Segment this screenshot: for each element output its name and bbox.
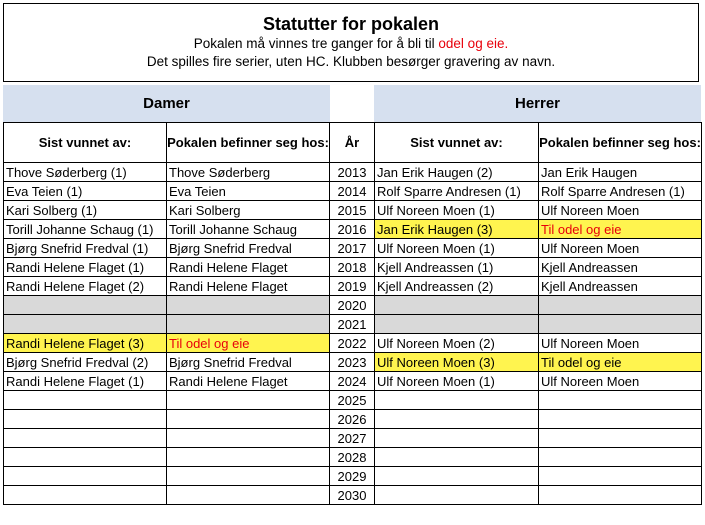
year-cell: 2013 bbox=[330, 163, 375, 182]
table-row bbox=[4, 353, 702, 372]
section-header-herrer: Herrer bbox=[374, 85, 701, 122]
damer-won-cell bbox=[4, 315, 167, 334]
damer-won-cell bbox=[4, 467, 167, 486]
herrer-won-cell bbox=[375, 410, 539, 429]
herrer-holder-cell: Ulf Noreen Moen bbox=[539, 372, 702, 391]
table-row bbox=[4, 220, 702, 239]
col-header-herrer-holder: Pokalen befinner seg hos: bbox=[539, 123, 702, 163]
herrer-won-cell bbox=[375, 429, 539, 448]
year-cell: 2028 bbox=[330, 448, 375, 467]
year-cell: 2025 bbox=[330, 391, 375, 410]
table-row bbox=[4, 296, 702, 315]
table-row bbox=[4, 429, 702, 448]
table-row bbox=[4, 391, 702, 410]
damer-won-cell bbox=[4, 429, 167, 448]
damer-won-cell: Randi Helene Flaget (2) bbox=[4, 277, 167, 296]
table-row bbox=[4, 315, 702, 334]
herrer-holder-cell: Ulf Noreen Moen bbox=[539, 201, 702, 220]
col-header-herrer-won: Sist vunnet av: bbox=[375, 123, 539, 163]
table-row bbox=[4, 410, 702, 429]
herrer-holder-cell: Kjell Andreassen bbox=[539, 258, 702, 277]
herrer-won-cell bbox=[375, 315, 539, 334]
trophy-table bbox=[3, 122, 702, 505]
herrer-holder-cell bbox=[539, 448, 702, 467]
table-row bbox=[4, 486, 702, 505]
year-cell: 2019 bbox=[330, 277, 375, 296]
damer-holder-cell: Bjørg Snefrid Fredval bbox=[167, 239, 330, 258]
herrer-won-cell bbox=[375, 486, 539, 505]
col-header-damer-holder: Pokalen befinner seg hos: bbox=[167, 123, 330, 163]
herrer-won-cell: Ulf Noreen Moen (1) bbox=[375, 201, 539, 220]
damer-won-cell: Eva Teien (1) bbox=[4, 182, 167, 201]
col-header-damer-won: Sist vunnet av: bbox=[4, 123, 167, 163]
damer-holder-cell bbox=[167, 315, 330, 334]
damer-holder-cell: Randi Helene Flaget bbox=[167, 277, 330, 296]
year-cell: 2015 bbox=[330, 201, 375, 220]
year-cell: 2030 bbox=[330, 486, 375, 505]
herrer-holder-cell bbox=[539, 467, 702, 486]
herrer-holder-cell bbox=[539, 429, 702, 448]
table-row bbox=[4, 467, 702, 486]
damer-won-cell: Bjørg Snefrid Fredval (2) bbox=[4, 353, 167, 372]
damer-won-cell: Torill Johanne Schaug (1) bbox=[4, 220, 167, 239]
damer-holder-cell bbox=[167, 448, 330, 467]
table-row bbox=[4, 334, 702, 353]
damer-holder-cell bbox=[167, 429, 330, 448]
year-cell: 2018 bbox=[330, 258, 375, 277]
table-row bbox=[4, 372, 702, 391]
damer-holder-cell bbox=[167, 296, 330, 315]
herrer-won-cell bbox=[375, 391, 539, 410]
year-cell: 2021 bbox=[330, 315, 375, 334]
herrer-won-cell bbox=[375, 448, 539, 467]
herrer-holder-cell: Jan Erik Haugen bbox=[539, 163, 702, 182]
damer-holder-cell: Bjørg Snefrid Fredval bbox=[167, 353, 330, 372]
damer-won-cell bbox=[4, 410, 167, 429]
herrer-holder-cell bbox=[539, 486, 702, 505]
damer-won-cell bbox=[4, 391, 167, 410]
damer-won-cell bbox=[4, 448, 167, 467]
table-row bbox=[4, 258, 702, 277]
damer-won-cell: Randi Helene Flaget (3) bbox=[4, 334, 167, 353]
herrer-won-cell bbox=[375, 296, 539, 315]
herrer-won-cell: Kjell Andreassen (1) bbox=[375, 258, 539, 277]
damer-holder-cell bbox=[167, 410, 330, 429]
herrer-won-cell: Kjell Andreassen (2) bbox=[375, 277, 539, 296]
damer-holder-cell: Til odel og eie bbox=[167, 334, 330, 353]
damer-holder-cell: Kari Solberg bbox=[167, 201, 330, 220]
table-row bbox=[4, 182, 702, 201]
herrer-holder-cell: Kjell Andreassen bbox=[539, 277, 702, 296]
herrer-holder-cell: Til odel og eie bbox=[539, 353, 702, 372]
damer-won-cell bbox=[4, 296, 167, 315]
damer-holder-cell: Randi Helene Flaget bbox=[167, 372, 330, 391]
herrer-won-cell: Ulf Noreen Moen (3) bbox=[375, 353, 539, 372]
herrer-won-cell: Ulf Noreen Moen (2) bbox=[375, 334, 539, 353]
statutes-box bbox=[3, 3, 699, 82]
damer-won-cell: Kari Solberg (1) bbox=[4, 201, 167, 220]
year-cell: 2014 bbox=[330, 182, 375, 201]
herrer-holder-cell bbox=[539, 315, 702, 334]
damer-won-cell: Thove Søderberg (1) bbox=[4, 163, 167, 182]
statute-line-1 bbox=[4, 35, 698, 53]
herrer-holder-cell: Til odel og eie bbox=[539, 220, 702, 239]
herrer-won-cell: Jan Erik Haugen (2) bbox=[375, 163, 539, 182]
column-header-row bbox=[4, 123, 702, 163]
herrer-holder-cell bbox=[539, 296, 702, 315]
statute-line-1-text: Pokalen må vinnes tre ganger for å bli til bbox=[193, 36, 439, 51]
herrer-won-cell: Ulf Noreen Moen (1) bbox=[375, 372, 539, 391]
herrer-won-cell bbox=[375, 467, 539, 486]
table-row bbox=[4, 201, 702, 220]
herrer-holder-cell bbox=[539, 410, 702, 429]
statute-line-1-red: odel og eie. bbox=[438, 36, 509, 51]
damer-holder-cell bbox=[167, 391, 330, 410]
damer-won-cell: Randi Helene Flaget (1) bbox=[4, 258, 167, 277]
herrer-holder-cell: Rolf Sparre Andresen (1) bbox=[539, 182, 702, 201]
table-row bbox=[4, 448, 702, 467]
herrer-holder-cell: Ulf Noreen Moen bbox=[539, 239, 702, 258]
year-cell: 2017 bbox=[330, 239, 375, 258]
year-cell: 2016 bbox=[330, 220, 375, 239]
table-row bbox=[4, 239, 702, 258]
damer-won-cell: Randi Helene Flaget (1) bbox=[4, 372, 167, 391]
herrer-holder-cell bbox=[539, 391, 702, 410]
damer-won-cell: Bjørg Snefrid Fredval (1) bbox=[4, 239, 167, 258]
year-cell: 2022 bbox=[330, 334, 375, 353]
damer-holder-cell bbox=[167, 486, 330, 505]
damer-holder-cell bbox=[167, 467, 330, 486]
herrer-holder-cell: Ulf Noreen Moen bbox=[539, 334, 702, 353]
year-cell: 2020 bbox=[330, 296, 375, 315]
damer-won-cell bbox=[4, 486, 167, 505]
year-cell: 2026 bbox=[330, 410, 375, 429]
damer-holder-cell: Eva Teien bbox=[167, 182, 330, 201]
statute-line-2: Det spilles fire serier, uten HC. Klubben besørger gravering av navn. bbox=[146, 54, 556, 69]
herrer-won-cell: Jan Erik Haugen (3) bbox=[375, 220, 539, 239]
damer-holder-cell: Thove Søderberg bbox=[167, 163, 330, 182]
damer-holder-cell: Randi Helene Flaget bbox=[167, 258, 330, 277]
page-title: Statutter for pokalen bbox=[262, 14, 440, 34]
year-cell: 2024 bbox=[330, 372, 375, 391]
year-cell: 2029 bbox=[330, 467, 375, 486]
table-row bbox=[4, 163, 702, 182]
year-cell: 2023 bbox=[330, 353, 375, 372]
table-row bbox=[4, 277, 702, 296]
year-cell: 2027 bbox=[330, 429, 375, 448]
herrer-won-cell: Rolf Sparre Andresen (1) bbox=[375, 182, 539, 201]
herrer-won-cell: Ulf Noreen Moen (1) bbox=[375, 239, 539, 258]
damer-holder-cell: Torill Johanne Schaug bbox=[167, 220, 330, 239]
section-header-damer: Damer bbox=[3, 85, 330, 122]
col-header-year: År bbox=[330, 123, 375, 163]
